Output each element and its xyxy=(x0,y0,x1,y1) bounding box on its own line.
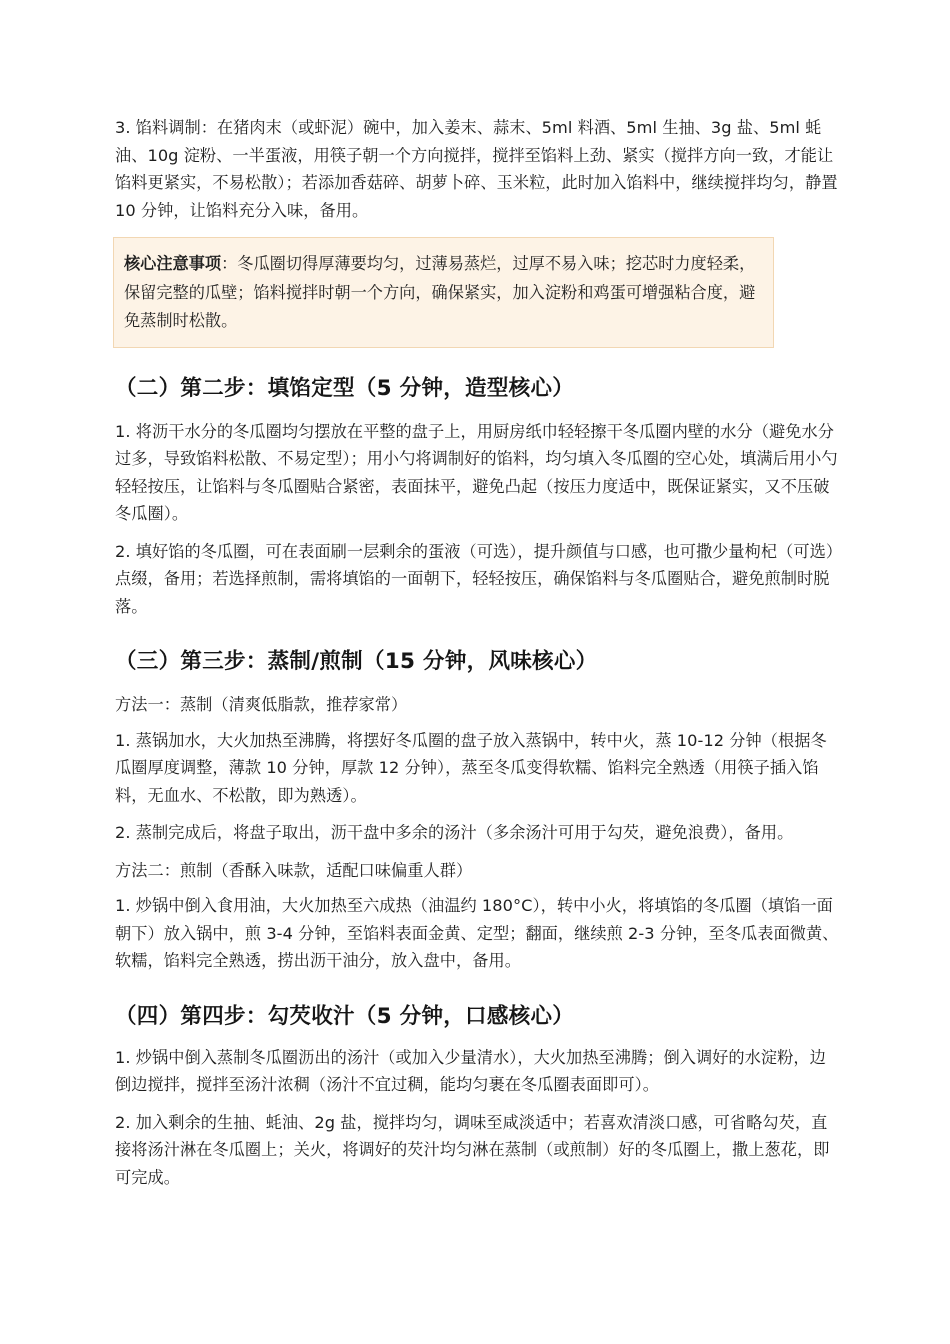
section-4-heading: （四）第四步：勾芡收汁（5 分钟，口感核心） xyxy=(115,1003,575,1029)
section-3-heading: （三）第三步：蒸制/煎制（15 分钟，风味核心） xyxy=(115,649,598,674)
section-2-step-2: 2. 填好馅的冬瓜圈，可在表面刷一层剩余的蛋液（可选），提升颜值与口感，也可撒少量枸杞（可选）点缀，备用；若选择煎制，需将填馅的一面朝下，轻轻按压，确保馅料与冬瓜圈贴合，避免煎制时脱落。 xyxy=(115,541,834,616)
key-notes-body: ：冬瓜圈切得厚薄要均匀，过薄易蒸烂，过厚不易入味；挖芯时力度轻柔，保留完整的瓜壁；馅料搅拌时朝一个方向，确保紧实，加入淀粉和鸡蛋可增强粘合度，避免蒸制时松散。 xyxy=(124,254,756,330)
step3-paragraph: 3. 馅料调制：在猪肉末（或虾泥）碗中，加入姜末、蒜末、5ml 料酒、5ml 生抽、3g 盐、5ml 蚝油、10g 淀粉、一半蛋液，用筷子朝一个方向搅拌，搅拌至馅料上劲、紧实（搅拌方向一致，才能让馅料更紧实，不易松散）；若添加香菇碎、胡萝卜碎、玉米粒，此时加入馅料中，继续搅拌均匀，静置 10 分钟，让馅料充分入味，备用。 xyxy=(115,118,838,220)
method-1-label: 方法一：蒸制（清爽低脂款，推荐家常） xyxy=(115,695,408,714)
method-2-label: 方法二：煎制（香酥入味款，适配口味偏重人群） xyxy=(115,860,473,880)
section-2-step-1: 1. 将沥干水分的冬瓜圈均匀摆放在平整的盘子上，用厨房纸巾轻轻擦干冬瓜圈内壁的水分（避免水分过多，导致馅料松散、不易定型）；用小勺将调制好的馅料，均匀填入冬瓜圈的空心处，填满后用小勺轻轻按压，让馅料与冬瓜圈贴合紧密，表面抹平，避免凸起（按压力度适中，既保证紧实，又不压破冬瓜圈）。 xyxy=(115,421,838,523)
section-4-step-1: 1. 炒锅中倒入蒸制冬瓜圈沥出的汤汁（或加入少量清水），大火加热至沸腾；倒入调好的水淀粉，边倒边搅拌，搅拌至汤汁浓稠（汤汁不宜过稠，能均匀裹在冬瓜圈表面即可）。 xyxy=(115,1047,826,1094)
key-notes-callout xyxy=(113,237,774,348)
method-1-step-1: 1. 蒸锅加水，大火加热至沸腾，将摆好冬瓜圈的盘子放入蒸锅中，转中火，蒸 10-12 分钟（根据冬瓜圈厚度调整，薄款 10 分钟，厚款 12 分钟），蒸至冬瓜变得软糯、馅料完全熟透（用筷子插入馅料，无血水、不松散，即为熟透）。 xyxy=(115,730,827,805)
method-1-step-2: 2. 蒸制完成后，将盘子取出，沥干盘中多余的汤汁（多余汤汁可用于勾芡，避免浪费），备用。 xyxy=(115,823,794,842)
key-notes-text xyxy=(124,250,763,336)
document-page xyxy=(115,114,840,1201)
section-2-heading: （二）第二步：填馅定型（5 分钟，造型核心） xyxy=(115,375,575,401)
key-notes-label: 核心注意事项 xyxy=(124,254,222,273)
method-2-step-1: 1. 炒锅中倒入食用油，大火加热至六成热（油温约 180°C），转中小火，将填馅的冬瓜圈（填馅一面朝下）放入锅中，煎 3-4 分钟，至馅料表面金黄、定型；翻面，继续煎 2-3 分钟，至冬瓜表面微黄、软糯，馅料完全熟透，捞出沥干油分，放入盘中，备用。 xyxy=(115,896,839,970)
section-4-step-2: 2. 加入剩余的生抽、蚝油、2g 盐，搅拌均匀，调味至咸淡适中；若喜欢清淡口感，可省略勾芡，直接将汤汁淋在冬瓜圈上；关火，将调好的芡汁均匀淋在蒸制（或煎制）好的冬瓜圈上，撒上葱花，即可完成。 xyxy=(115,1112,830,1187)
